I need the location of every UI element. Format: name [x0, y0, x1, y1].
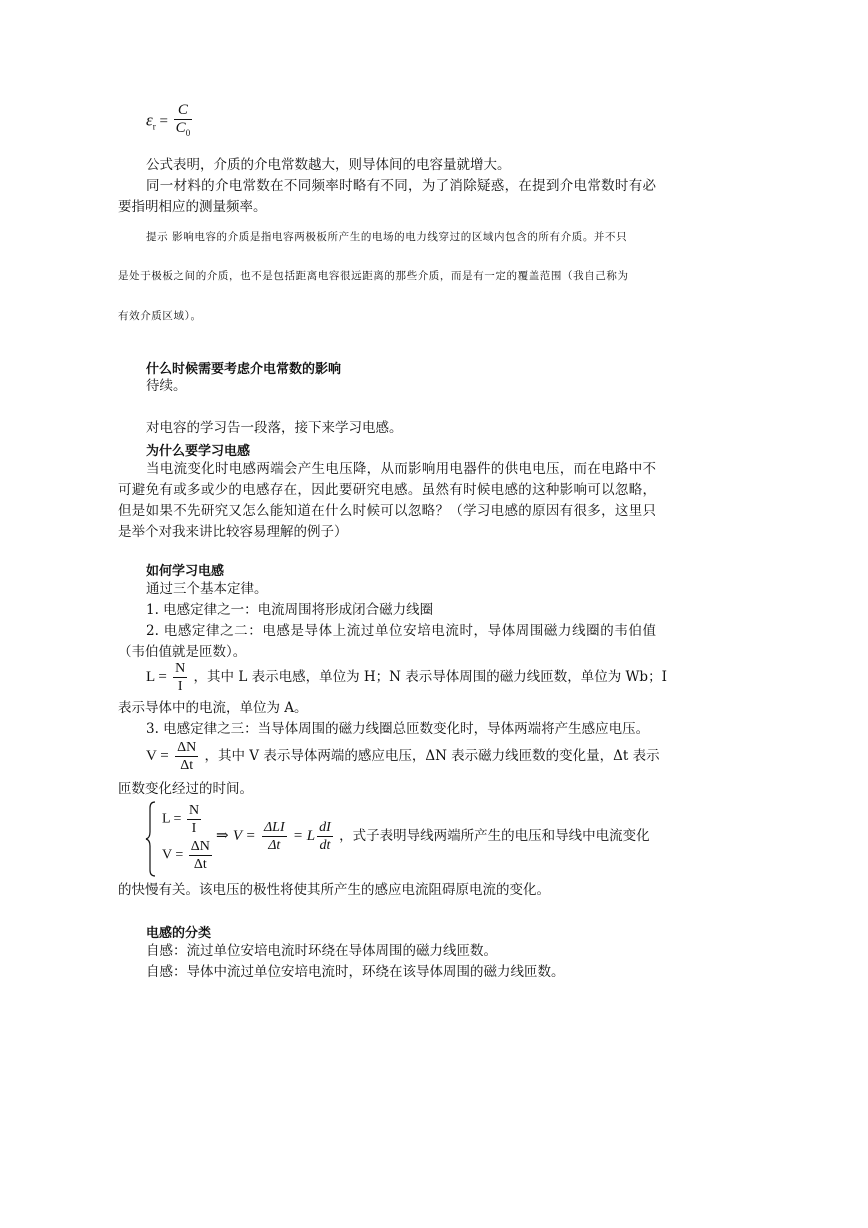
- formula-description: ，其中 V 表示导体两端的感应电压，ΔN 表示磁力线匝数的变化量，Δt 表示: [204, 748, 660, 764]
- section-heading: 为什么要学习电感: [146, 444, 251, 459]
- inductance-formula-line: [146, 660, 667, 695]
- formula-denominator: Δt: [180, 758, 194, 773]
- paragraph: 同一材料的介电常数在不同频率时略有不同，为了消除疑惑，在提到介电常数时有必要指明相应的测量频率。: [118, 178, 656, 215]
- section-heading: 如何学习电感: [146, 564, 225, 579]
- equals-sign: =: [159, 113, 168, 130]
- system-eq-2: [162, 838, 214, 873]
- formula-description: ，式子表明导线两端所产生的电压和导线中电流变化: [339, 828, 650, 844]
- section-heading: 电感的分类: [146, 926, 212, 941]
- epsilon-subscript: r: [152, 121, 156, 132]
- text-line: 表示导体中的电流，单位为 A。: [118, 700, 308, 716]
- text-line: 公式表明，介质的介电常数越大，则导体间的电容量就增大。: [146, 157, 511, 173]
- formula-numerator: ΔLI: [263, 820, 285, 835]
- text-line: 待续。: [146, 378, 187, 394]
- section-heading: 什么时候需要考虑介电常数的影响: [146, 362, 342, 377]
- formula-numerator: N: [175, 661, 186, 676]
- tip-line: 是处于极板之间的介质，也不是包括距离电容很远距离的那些介质，而是有一定的覆盖范围（我自己称为: [118, 270, 629, 282]
- epsilon-symbol: ε: [146, 110, 153, 130]
- text-line: 的快慢有关。该电压的极性将使其所产生的感应电流阻碍原电流的变化。: [118, 882, 550, 898]
- implies-arrow: ⇒: [216, 828, 229, 844]
- formula-description: ，其中 L 表示电感，单位为 H；N 表示导体周围的磁力线匝数，单位为 Wb；I: [193, 669, 667, 685]
- formula-numerator: C: [174, 102, 193, 120]
- text-line: 匝数变化经过的时间。: [118, 781, 253, 797]
- formula-denominator: C: [175, 120, 186, 136]
- left-brace-icon: [144, 800, 158, 878]
- paragraph: 当电流变化时电感两端会产生电压降，从而影响用电器件的供电电压，而在电路中不可避免有或多或少的电感存在，因此要研究电感。虽然有时候电感的这种影响可以忽略，但是如果不先研究又怎么能知道在什么时候可以忽略？（学习电感的原因有很多，这里只是举个对我来讲比较容易理解的例子）: [118, 461, 656, 540]
- denominator-subscript: 0: [185, 128, 191, 138]
- formula-numerator: ΔN: [190, 839, 210, 854]
- formula-numerator: N: [188, 803, 200, 818]
- formula-lhs: L =: [162, 811, 182, 827]
- text-line: 对电容的学习告一段落，接下来学习电感。: [146, 420, 403, 436]
- formula-lhs: V =: [146, 748, 169, 764]
- formula-numerator: dI: [319, 820, 331, 835]
- formula-middle: = L: [292, 828, 316, 844]
- tip-line: 有效介质区域）。: [118, 310, 202, 322]
- formula-denominator: I: [177, 679, 183, 694]
- text-line: 自感：流过单位安培电流时环绕在导体周围的磁力线匝数。: [146, 943, 497, 959]
- paragraph: 2. 电感定律之二：电感是导体上流过单位安培电流时，导体周围磁力线圈的韦伯值（韦伯值就是匝数）。: [118, 623, 656, 660]
- text-line: 自感：导体中流过单位安培电流时，环绕在该导体周围的磁力线匝数。: [146, 964, 565, 980]
- formula-lhs: L =: [146, 669, 167, 685]
- permittivity-formula: [146, 102, 194, 142]
- formula-lhs: V =: [232, 828, 256, 844]
- text-line: 3. 电感定律之三：当导体周围的磁力线圈总匝数变化时，导体两端将产生感应电压。: [146, 721, 650, 737]
- text-line: 1. 电感定律之一：电流周围将形成闭合磁力线圈: [146, 602, 434, 618]
- text-line: 通过三个基本定律。: [146, 581, 268, 597]
- formula-denominator: I: [191, 821, 197, 836]
- derived-formula-line: [216, 819, 650, 854]
- formula-lhs: V =: [162, 847, 184, 863]
- formula-denominator: Δt: [193, 857, 207, 872]
- formula-denominator: Δt: [268, 838, 281, 853]
- formula-denominator: dt: [319, 838, 331, 853]
- voltage-formula-line: [146, 739, 660, 774]
- system-eq-1: [162, 802, 203, 837]
- formula-numerator: ΔN: [177, 740, 197, 755]
- tip-line: 提示 影响电容的介质是指电容两极板所产生的电场的电力线穿过的区域内包含的所有介质。并不只: [146, 231, 628, 243]
